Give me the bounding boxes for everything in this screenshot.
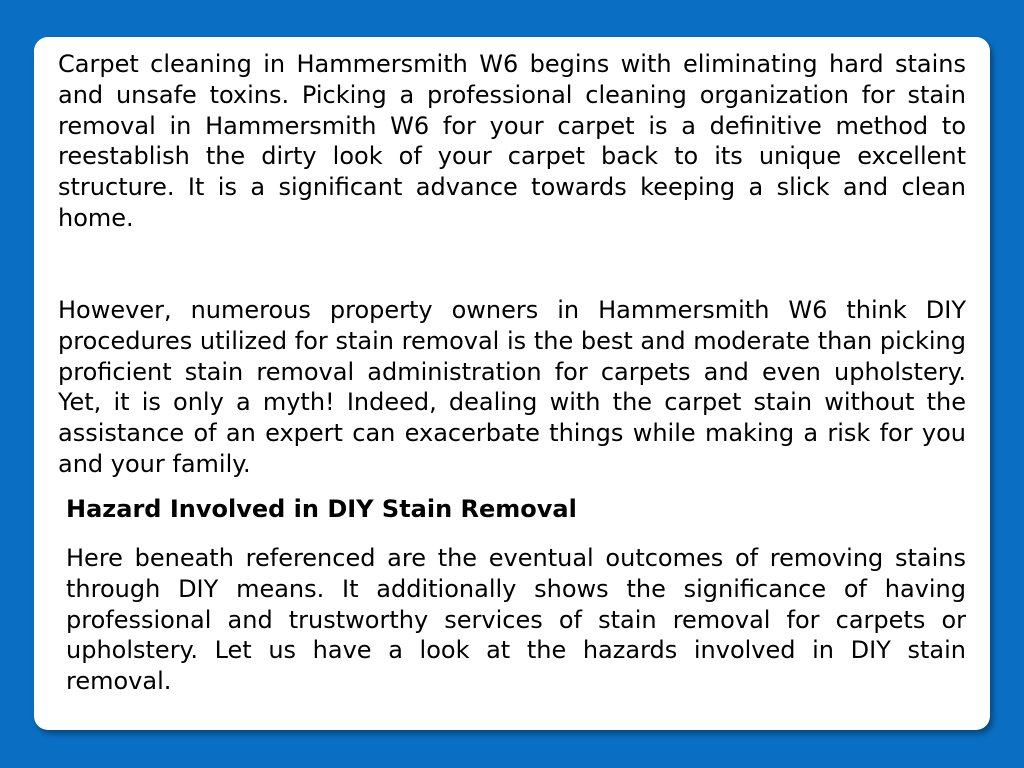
hazards-paragraph: Here beneath referenced are the eventual outcomes of removing stains through DIY means. It additionally shows the significance of having professional and trustworthy services of stain removal for carpets or upholstery. Let us have a look at the hazards involved in DIY stain removal. bbox=[66, 544, 966, 696]
diy-myth-paragraph: However, numerous property owners in Hammersmith W6 think DIY procedures utilized for stain removal is the best and moderate than picking proficient stain removal administration for carpets and even upholstery. Yet, it is only a myth! Indeed, dealing with the carpet stain without the assistance of an expert can exacerbate things while making a risk for you and your family. bbox=[58, 296, 966, 478]
section-heading: Hazard Involved in DIY Stain Removal bbox=[66, 495, 577, 523]
intro-paragraph: Carpet cleaning in Hammersmith W6 begins with eliminating hard stains and unsafe toxins. Picking a professional cleaning organization for stain removal in Hammersmith W6 for your carpet is a definitive method to reestablish the dirty look of your carpet back to its unique excellent structure. It is a significant advance towards keeping a slick and clean home. bbox=[58, 50, 966, 232]
content-card bbox=[34, 37, 990, 730]
